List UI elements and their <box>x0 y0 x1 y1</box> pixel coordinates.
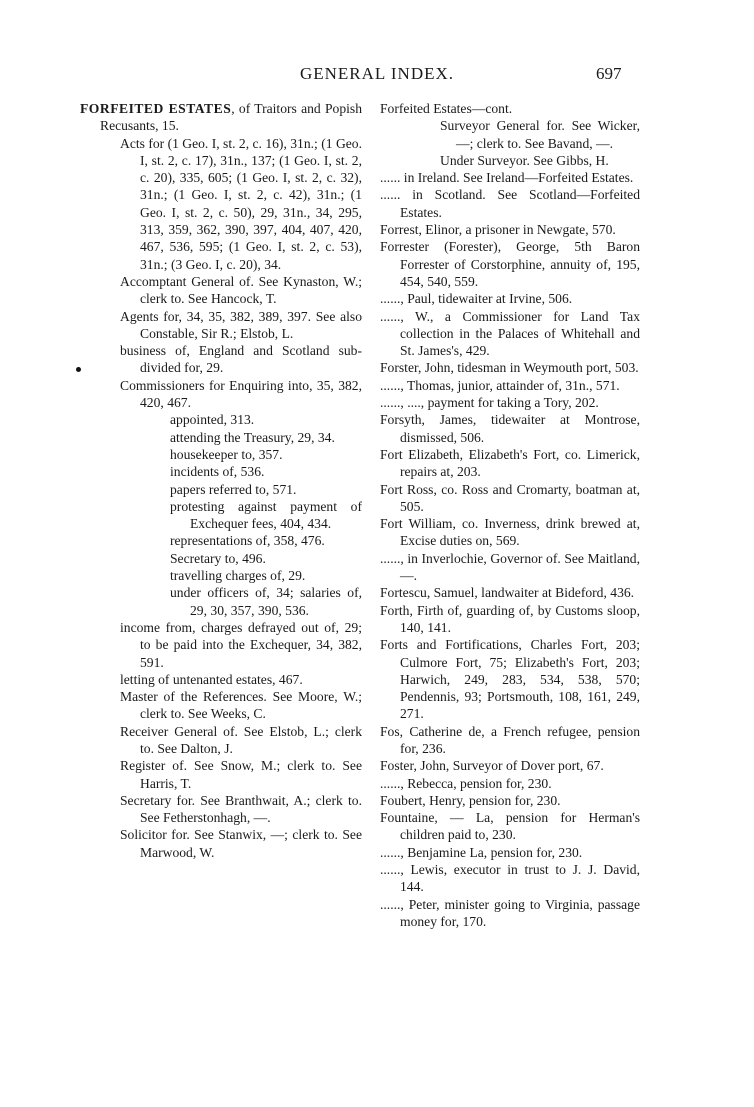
index-entry <box>380 238 640 290</box>
index-entry-text: under officers of, 34; salaries of, 29, 30, 357, 390, 536. <box>170 585 362 618</box>
index-entry <box>80 723 362 758</box>
index-entry-text: Fos, Catherine de, a French refugee, pension for, 236. <box>380 723 640 756</box>
index-entry <box>380 896 640 931</box>
index-entry <box>80 446 362 463</box>
header-title: GENERAL INDEX. <box>299 64 455 83</box>
index-entry <box>80 342 362 377</box>
index-entry <box>80 273 362 308</box>
right-index-column <box>380 100 640 930</box>
index-entry-text: Accomptant General of. See Kynaston, W.; clerk to. See Hancock, T. <box>120 273 362 307</box>
index-entry-text: ......, Benjamine La, pension for, 230. <box>380 844 583 860</box>
index-entry <box>380 100 640 117</box>
index-entry-text: Register of. See Snow, M.; clerk to. See Harris, T. <box>120 758 362 791</box>
index-entry <box>380 221 640 238</box>
index-entry-text: Foubert, Henry, pension for, 230. <box>380 792 561 808</box>
index-entry-text: Forrester (Forester), George, 5th Baron Forrester of Corstorphine, annuity of, 195, 454, 540, 559. <box>380 239 640 289</box>
index-entry-text: Master of the References. See Moore, W.; clerk to. See Weeks, C. <box>120 689 362 722</box>
index-entry <box>80 619 362 671</box>
index-entry-text: , of Traitors and Popish Recusants, 15. <box>100 101 362 134</box>
index-entry <box>80 481 362 498</box>
index-entry-text: ......, ...., payment for taking a Tory, 202. <box>380 395 599 411</box>
index-entry-text: Receiver General of. See Elstob, L.; clerk to. See Dalton, J. <box>120 723 362 756</box>
index-entry <box>80 792 362 827</box>
index-entry-text: travelling charges of, 29. <box>170 568 306 584</box>
index-entry <box>380 308 640 360</box>
index-entry-text: housekeeper to, 357. <box>170 446 283 462</box>
index-entry-text: ......, Peter, minister going to Virginia, passage money for, 170. <box>380 896 640 929</box>
index-entry-text: Foster, John, Surveyor of Dover port, 67. <box>380 758 604 774</box>
index-entry <box>380 757 640 774</box>
page-number: 697 <box>596 64 622 83</box>
index-entry <box>80 671 362 688</box>
index-entry <box>380 792 640 809</box>
index-entry-text: Secretary for. See Branthwait, A.; clerk to. See Fetherstonhagh, —. <box>120 792 362 826</box>
index-entry <box>80 429 362 446</box>
index-entry <box>80 550 362 567</box>
index-entry-text: Secretary to, 496. <box>170 550 266 566</box>
index-entry <box>380 152 640 169</box>
index-entry <box>380 775 640 792</box>
index-entry <box>380 290 640 307</box>
index-entry-text: Fountaine, — La, pension for Herman's children paid to, 230. <box>380 810 640 843</box>
index-entry-text: Fort Elizabeth, Elizabeth's Fort, co. Limerick, repairs at, 203. <box>380 446 640 480</box>
index-entry-text: ......, Rebecca, pension for, 230. <box>380 775 552 791</box>
index-entry-text: income from, charges defrayed out of, 29; to be paid into the Exchequer, 34, 382, 591. <box>120 619 362 670</box>
index-entry <box>380 359 640 376</box>
index-entry <box>380 584 640 601</box>
index-entry <box>380 515 640 550</box>
index-entry <box>80 411 362 428</box>
index-entry-text: ...... in Scotland. See Scotland—Forfeited Estates. <box>380 187 640 220</box>
index-entry-text: appointed, 313. <box>170 412 255 428</box>
index-entry <box>80 567 362 584</box>
index-entry-text: Forth, Firth of, guarding of, by Customs sloop, 140, 141. <box>380 602 640 635</box>
index-entry <box>380 117 640 152</box>
index-entry <box>80 463 362 480</box>
index-entry <box>80 498 362 533</box>
index-entry <box>380 446 640 481</box>
index-entry-text: ......, in Inverlochie, Governor of. See Maitland, —. <box>380 550 640 584</box>
index-entry-text: Agents for, 34, 35, 382, 389, 397. See also Constable, Sir R.; Elstob, L. <box>120 308 362 341</box>
index-entry <box>80 308 362 343</box>
index-entry <box>80 100 362 135</box>
index-entry <box>380 809 640 844</box>
index-entry <box>380 481 640 516</box>
index-entry <box>80 584 362 619</box>
index-entry-text: Solicitor for. See Stanwix, —; clerk to. See Marwood, W. <box>120 827 362 860</box>
index-entry-text: incidents of, 536. <box>170 464 265 480</box>
index-entry <box>380 861 640 896</box>
index-entry <box>380 602 640 637</box>
index-entry-text: ...... in Ireland. See Ireland—Forfeited Estates. <box>380 170 634 186</box>
index-entry-text: papers referred to, 571. <box>170 481 297 497</box>
index-entry-text: attending the Treasury, 29, 34. <box>170 429 335 445</box>
index-entry <box>80 757 362 792</box>
index-entry <box>80 377 362 412</box>
index-entry <box>380 186 640 221</box>
index-entry-text: Fort Ross, co. Ross and Cromarty, boatman at, 505. <box>380 481 640 514</box>
index-entry-text: Acts for (1 Geo. I, st. 2, c. 16), 31n.; (1 Geo. I, st. 2, c. 17), 31n., 137; (1 Geo. I, st. 2, c. 20), 335, 605; (1 Geo. I, st. 2, c. 32), 31n.; (1 Geo. I, st. 2, c. 42), 31n.; (1 Geo. I, st. 2, c. 50), 29, 31n., 34, 295, 313, 359, 362, 390, 397, 404, 407, 420, 467, 536, 595; (1 Geo. I, st. 2, c. 53), 31n.; (3 Geo. I, c. 20), 34. <box>120 135 362 272</box>
index-entry <box>80 532 362 549</box>
index-entry-text: protesting against payment of Exchequer fees, 404, 434. <box>170 498 362 532</box>
index-entry-text: Surveyor General for. See Wicker, —; clerk to. See Bavand, —. <box>440 118 640 151</box>
index-entry <box>380 636 640 722</box>
index-entry <box>380 723 640 758</box>
index-entry-text: letting of untenanted estates, 467. <box>120 671 303 687</box>
index-entry-text: Forster, John, tidesman in Weymouth port, 503. <box>380 360 639 376</box>
index-entry-text: ......, Thomas, junior, attainder of, 31n., 571. <box>380 377 620 393</box>
index-entry <box>80 688 362 723</box>
index-entry <box>80 135 362 273</box>
index-entry <box>80 826 362 861</box>
index-entry-text: Forsyth, James, tidewaiter at Montrose, dismissed, 506. <box>380 412 640 445</box>
index-entry <box>380 411 640 446</box>
index-entry-text: Forfeited Estates—cont. <box>380 101 513 116</box>
index-entry-text: Commissioners for Enquiring into, 35, 382, 420, 467. <box>120 377 362 411</box>
left-index-column <box>80 100 362 861</box>
index-entry-text: ......, Lewis, executor in trust to J. J. David, 144. <box>380 862 640 895</box>
index-entry-text: Under Surveyor. See Gibbs, H. <box>440 152 609 168</box>
index-entry-text: ......, W., a Commissioner for Land Tax collection in the Palaces of Whitehall and St. James's, 429. <box>380 308 640 359</box>
index-entry <box>380 550 640 585</box>
index-entry <box>380 394 640 411</box>
index-entry <box>380 169 640 186</box>
index-entry-text: business of, England and Scotland sub-divided for, 29. <box>120 343 362 376</box>
index-entry-text: Forts and Fortifications, Charles Fort, 203; Culmore Fort, 75; Elizabeth's Fort, 203; Harwich, 249, 283, 534, 538, 570; Pendennis, 93; Portsmouth, 108, 161, 249, 271. <box>380 637 640 722</box>
index-entry-text: ......, Paul, tidewaiter at Irvine, 506. <box>380 291 573 307</box>
index-entry-text: representations of, 358, 476. <box>170 533 325 549</box>
index-entry-text: Fort William, co. Inverness, drink brewed at, Excise duties on, 569. <box>380 516 640 549</box>
index-entry-text: Forrest, Elinor, a prisoner in Newgate, 570. <box>380 222 616 238</box>
index-entry <box>380 844 640 861</box>
index-heading: FORFEITED ESTATES <box>80 101 232 116</box>
index-entry-text: Fortescu, Samuel, landwaiter at Bideford, 436. <box>380 585 635 601</box>
index-entry <box>380 377 640 394</box>
